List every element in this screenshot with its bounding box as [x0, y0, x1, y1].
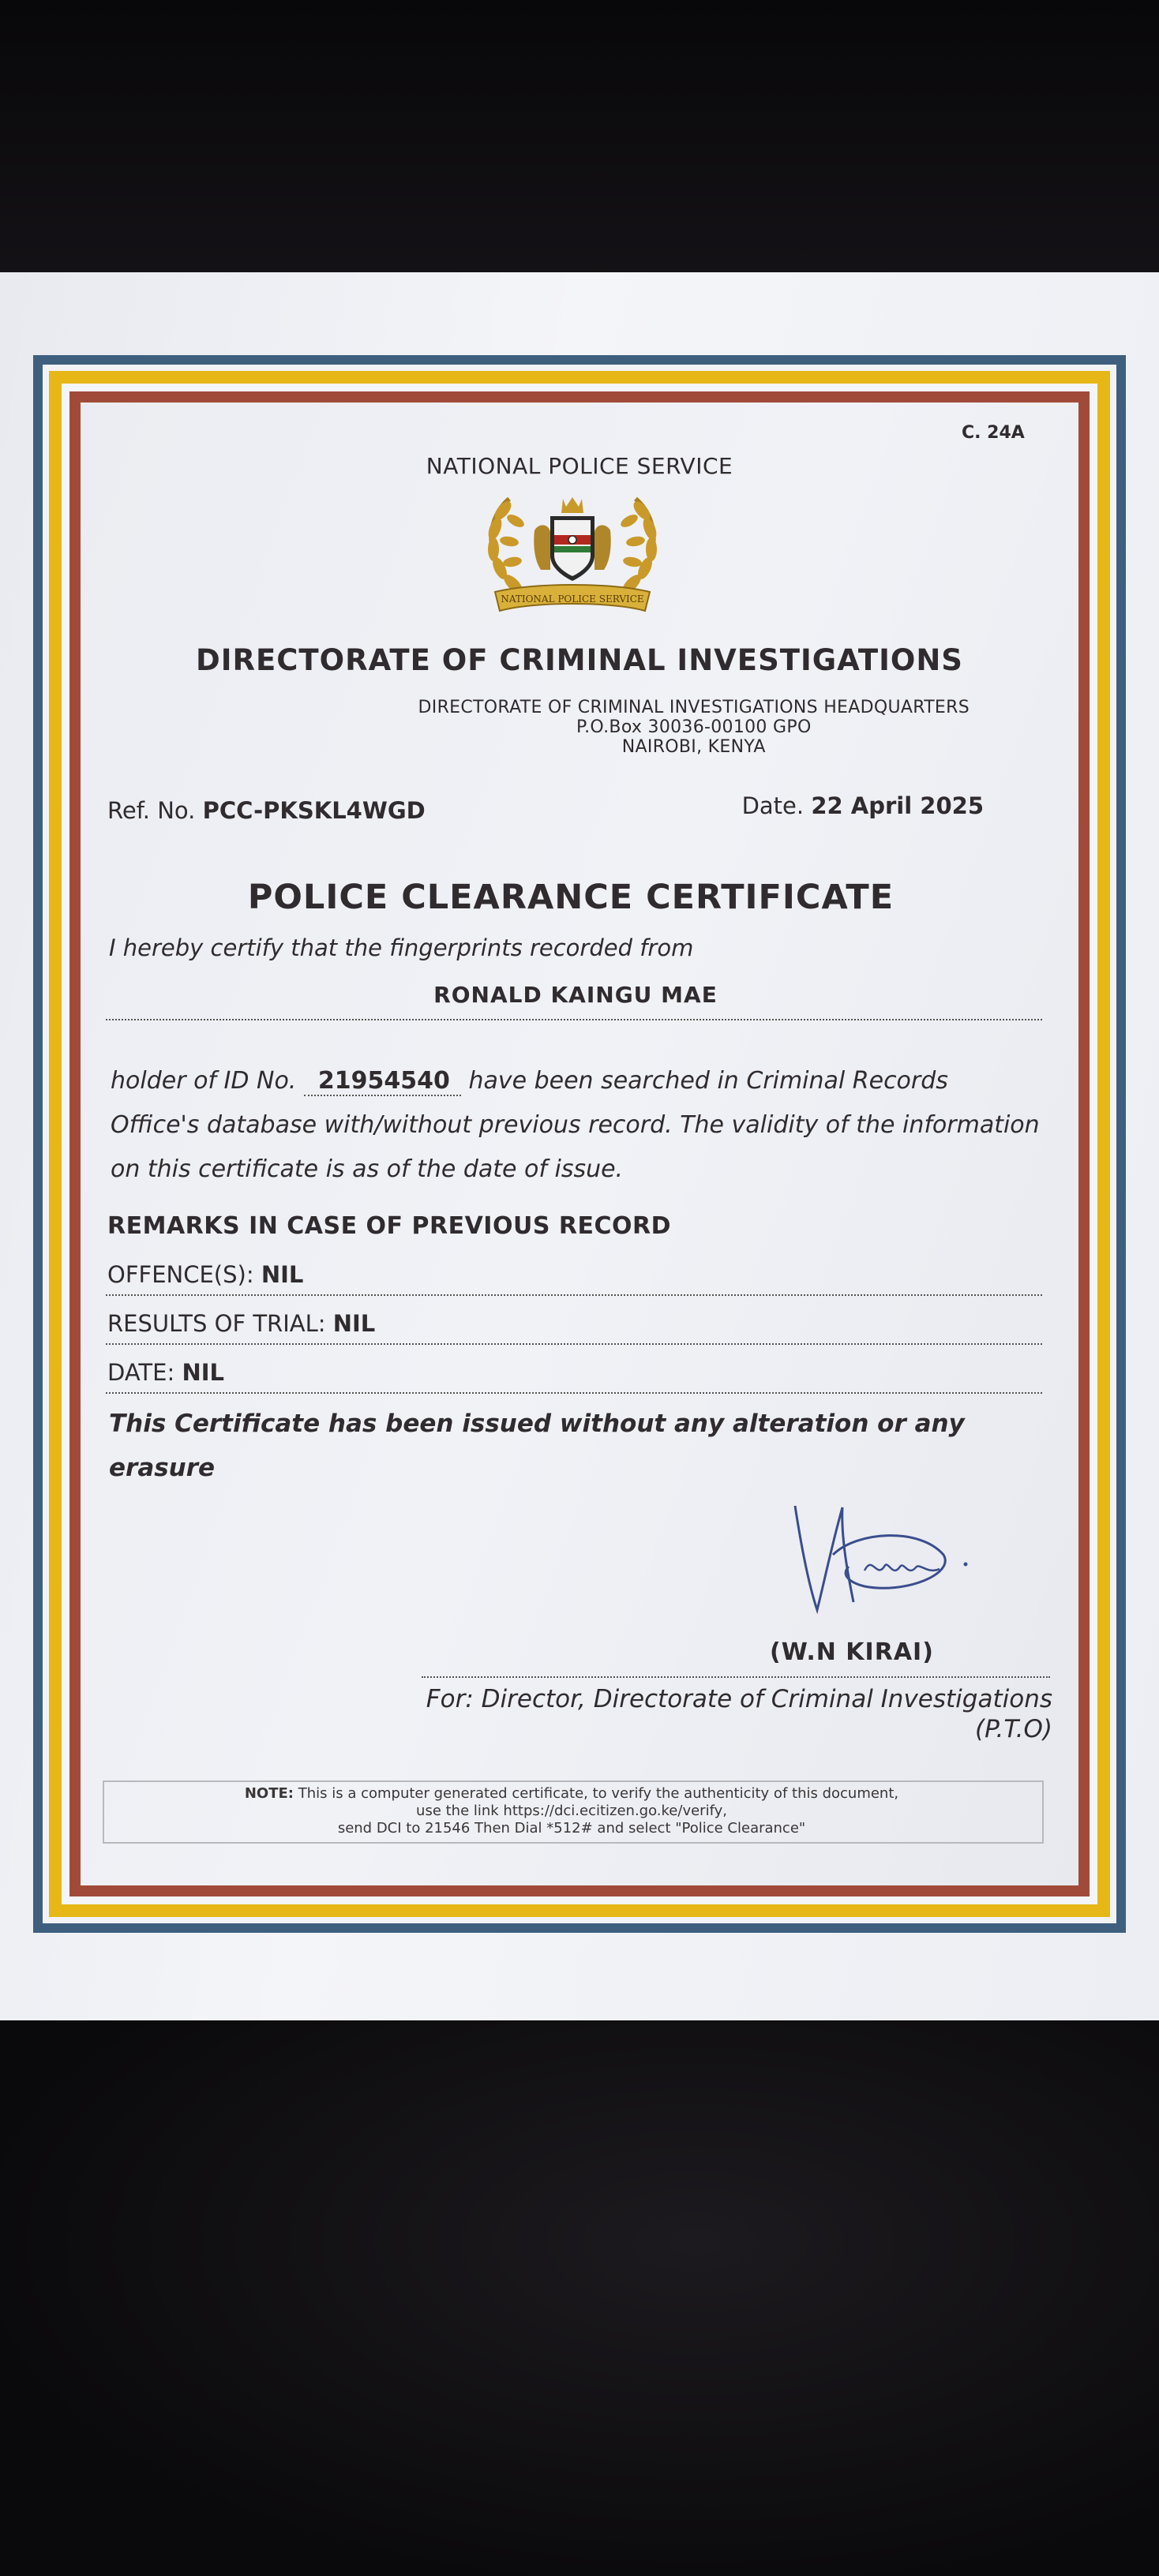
trial-dotted-line [106, 1343, 1042, 1345]
date-row-value: NIL [182, 1359, 224, 1386]
issue-date [742, 792, 984, 819]
offence-value: NIL [261, 1261, 304, 1288]
pto-label: (P.T.O) [975, 1715, 1052, 1743]
background-top [0, 0, 1159, 284]
alteration-notice: This Certificate has been issued without any alteration or any erasure [109, 1410, 965, 1482]
verification-note [0, 1785, 1143, 1837]
id-suffix: have been searched in Criminal Records Office's database with/without previous record. The validity of the information on this certificate is as of the date of issue. [111, 1067, 1040, 1183]
holder-name: RONALD KAINGU MAE [433, 982, 718, 1008]
signatory-name: (W.N KIRAI) [770, 1638, 934, 1666]
id-paragraph [111, 1059, 1042, 1192]
note-line-3: send DCI to 21546 Then Dial *512# and select "Police Clearance" [337, 1820, 806, 1837]
offence-label: OFFENCE(S): [107, 1261, 254, 1288]
id-number: 21954540 [304, 1068, 461, 1096]
signatory-block [426, 1684, 1052, 1744]
certificate-title: POLICE CLEARANCE CERTIFICATE [247, 878, 895, 917]
trial-row [107, 1310, 375, 1337]
date-row-label: DATE: [107, 1359, 175, 1386]
certify-statement: I hereby certify that the fingerprints recorded from [109, 934, 694, 961]
date-label: Date. [741, 792, 805, 819]
directorate-title: DIRECTORATE OF CRIMINAL INVESTIGATIONS [196, 643, 963, 677]
date-value: 22 April 2025 [811, 792, 984, 819]
id-prefix: holder of ID No. [111, 1067, 297, 1095]
note-line-1: This is a computer generated certificate, to verify the authenticity of this document, [298, 1785, 899, 1802]
name-dotted-line [106, 1019, 1042, 1020]
signatory-title: For: Director, Directorate of Criminal Investigations [426, 1685, 1052, 1713]
hq-address [418, 698, 970, 757]
background-bottom [0, 2020, 1159, 2576]
offence-dotted-line [106, 1294, 1042, 1296]
note-label: NOTE: [244, 1785, 294, 1802]
trial-label: RESULTS OF TRIAL: [107, 1310, 326, 1337]
date-dotted-line [106, 1392, 1042, 1394]
address-line-1: DIRECTORATE OF CRIMINAL INVESTIGATIONS HEADQUARTERS [418, 698, 970, 717]
note-line-2: use the link https://dci.ecitizen.go.ke/verify, [416, 1803, 727, 1819]
coat-of-arms-icon [478, 483, 667, 621]
remarks-heading: REMARKS IN CASE OF PREVIOUS RECORD [107, 1212, 671, 1240]
agency-name: NATIONAL POLICE SERVICE [426, 453, 733, 479]
reference-number [107, 797, 426, 824]
address-line-2: P.O.Box 30036-00100 GPO [576, 717, 812, 737]
emblem-ribbon-text: NATIONAL POLICE SERVICE [501, 593, 644, 605]
address-line-3: NAIROBI, KENYA [621, 737, 766, 757]
offence-row [107, 1261, 303, 1288]
trial-value: NIL [332, 1310, 376, 1337]
date-row [107, 1359, 224, 1386]
form-number: C. 24A [962, 423, 1025, 443]
signature-dotted-line [422, 1676, 1050, 1678]
ref-value: PCC-PKSKL4WGD [202, 797, 426, 824]
ref-label: Ref. No. [107, 797, 196, 824]
signature-icon [786, 1500, 983, 1618]
